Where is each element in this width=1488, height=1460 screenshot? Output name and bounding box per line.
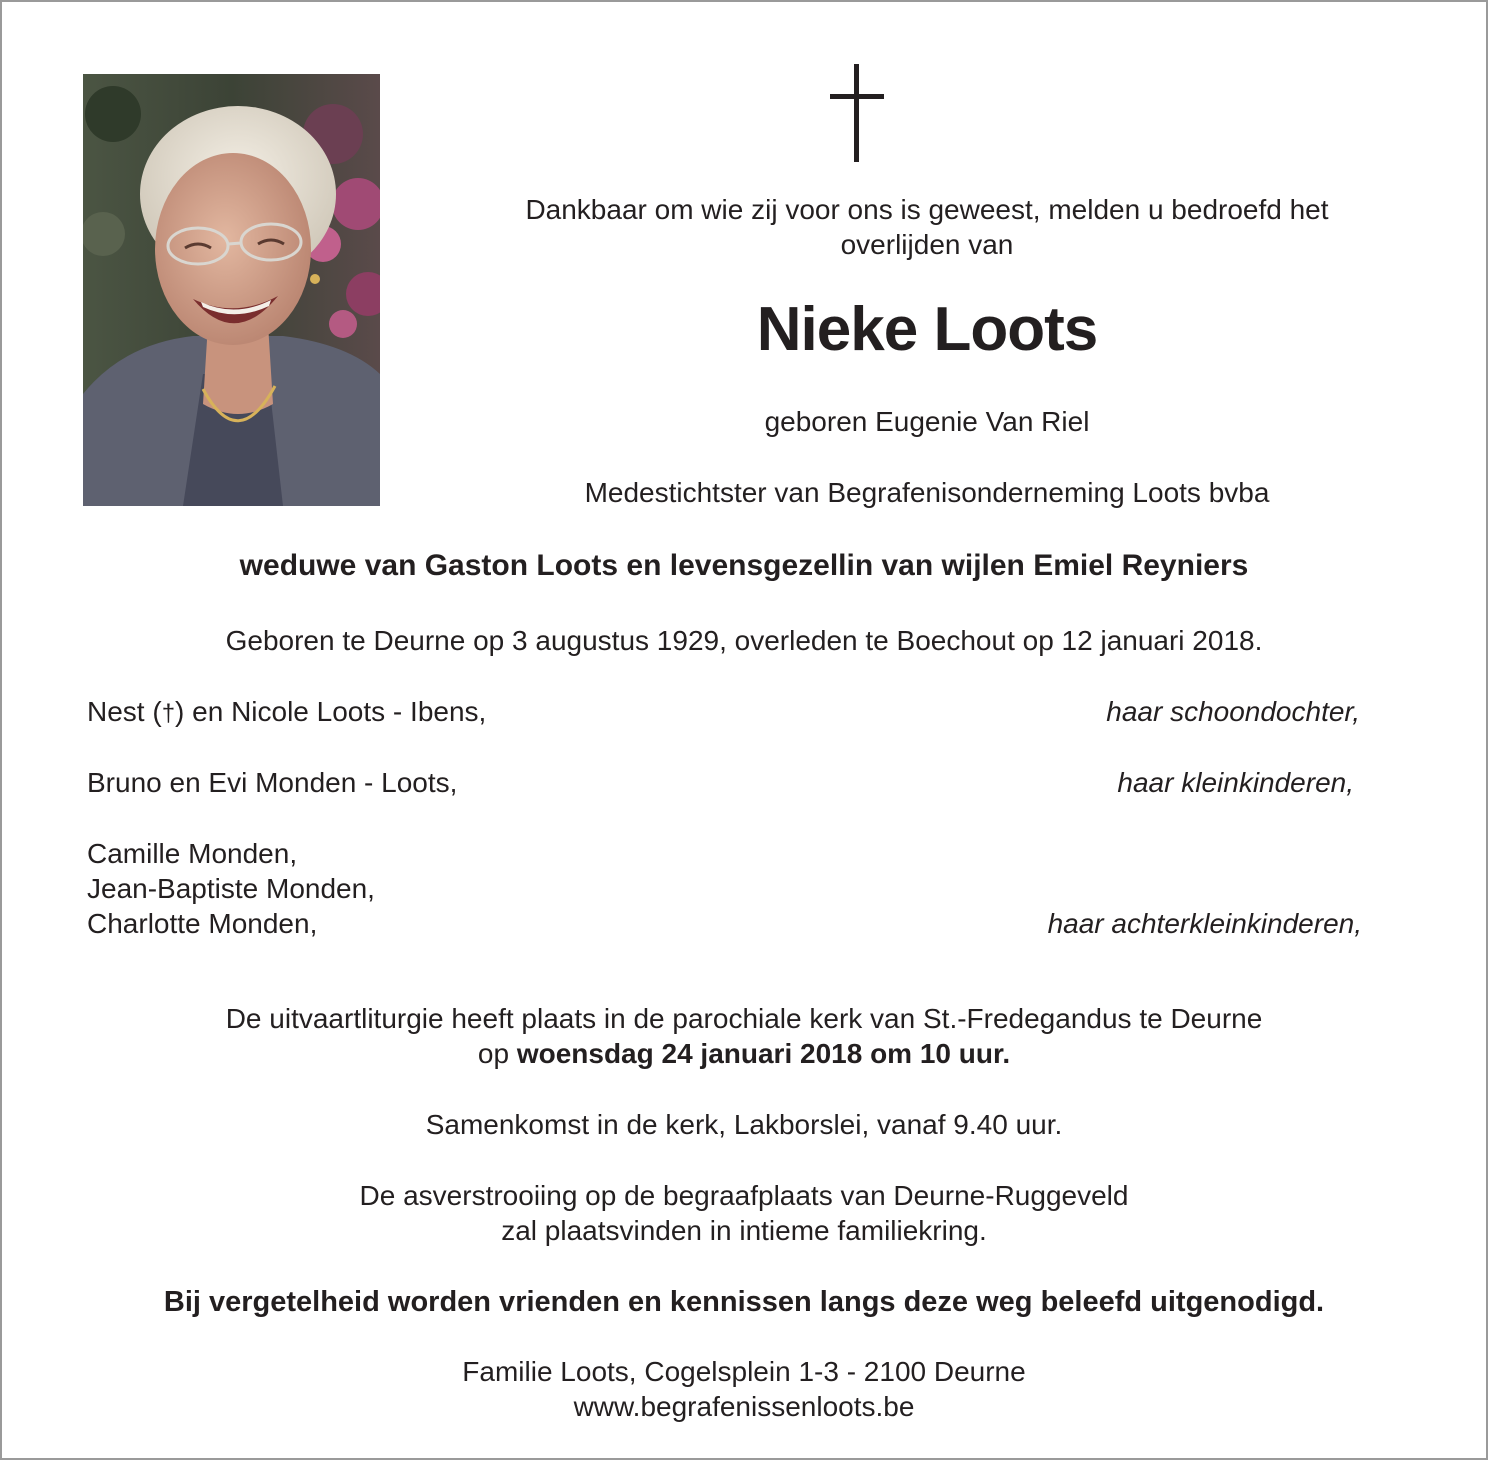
invitation-line: Bij vergetelheid worden vrienden en kennissen langs deze weg beleefd uitgenodigd. bbox=[163, 1286, 1325, 1318]
relation-line: weduwe van Gaston Loots en levensgezellin van wijlen Emiel Reyniers bbox=[239, 549, 1249, 582]
gathering-info: Samenkomst in de kerk, Lakborslei, vanaf 9.40 uur. bbox=[425, 1109, 1063, 1140]
relation-achterkleinkinderen: haar achterkleinkinderen, bbox=[1047, 908, 1362, 939]
life-dates: Geboren te Deurne op 3 augustus 1929, overleden te Boechout op 12 januari 2018. bbox=[225, 625, 1263, 656]
scattering-line-2: zal plaatsvinden in intieme familiekring. bbox=[501, 1215, 987, 1246]
birth-name: geboren Eugenie Van Riel bbox=[764, 406, 1090, 437]
family-member-camille: Camille Monden, bbox=[87, 838, 298, 869]
family-member-text: Nest ( bbox=[87, 696, 162, 727]
ceremony-prefix: op bbox=[477, 1038, 517, 1069]
intro-line-1: Dankbaar om wie zij voor ons is geweest, melden u bedroefd het bbox=[525, 194, 1329, 225]
family-member-text: ) en Nicole Loots - Ibens, bbox=[175, 696, 487, 727]
intro-line-2: overlijden van bbox=[840, 229, 1014, 260]
ceremony-line-1: De uitvaartliturgie heeft plaats in de parochiale kerk van St.-Fredegandus te Deurne bbox=[225, 1003, 1263, 1034]
role: Medestichtster van Begrafenisonderneming Loots bvba bbox=[584, 477, 1270, 508]
website-link[interactable]: www.begrafenissenloots.be bbox=[573, 1391, 915, 1422]
dagger-symbol: † bbox=[161, 700, 176, 727]
relation-schoondochter: haar schoondochter, bbox=[1106, 696, 1360, 727]
relation-kleinkinderen: haar kleinkinderen, bbox=[1117, 767, 1354, 798]
cross-icon bbox=[827, 64, 887, 162]
family-member-charlotte: Charlotte Monden, bbox=[87, 908, 318, 939]
ceremony-date-time: woensdag 24 januari 2018 om 10 uur. bbox=[516, 1038, 1011, 1069]
scattering-line-1: De asverstrooiing op de begraafplaats van Deurne-Ruggeveld bbox=[359, 1180, 1129, 1211]
family-address: Familie Loots, Cogelsplein 1-3 - 2100 Deurne bbox=[462, 1356, 1026, 1387]
ceremony-line-2 bbox=[2, 1036, 1486, 1071]
family-member-bruno-evi: Bruno en Evi Monden - Loots, bbox=[87, 767, 458, 798]
family-member-nest-nicole bbox=[87, 694, 486, 731]
family-member-jean-baptiste: Jean-Baptiste Monden, bbox=[87, 873, 375, 904]
portrait-photo bbox=[83, 74, 380, 506]
deceased-name: Nieke Loots bbox=[756, 295, 1098, 364]
